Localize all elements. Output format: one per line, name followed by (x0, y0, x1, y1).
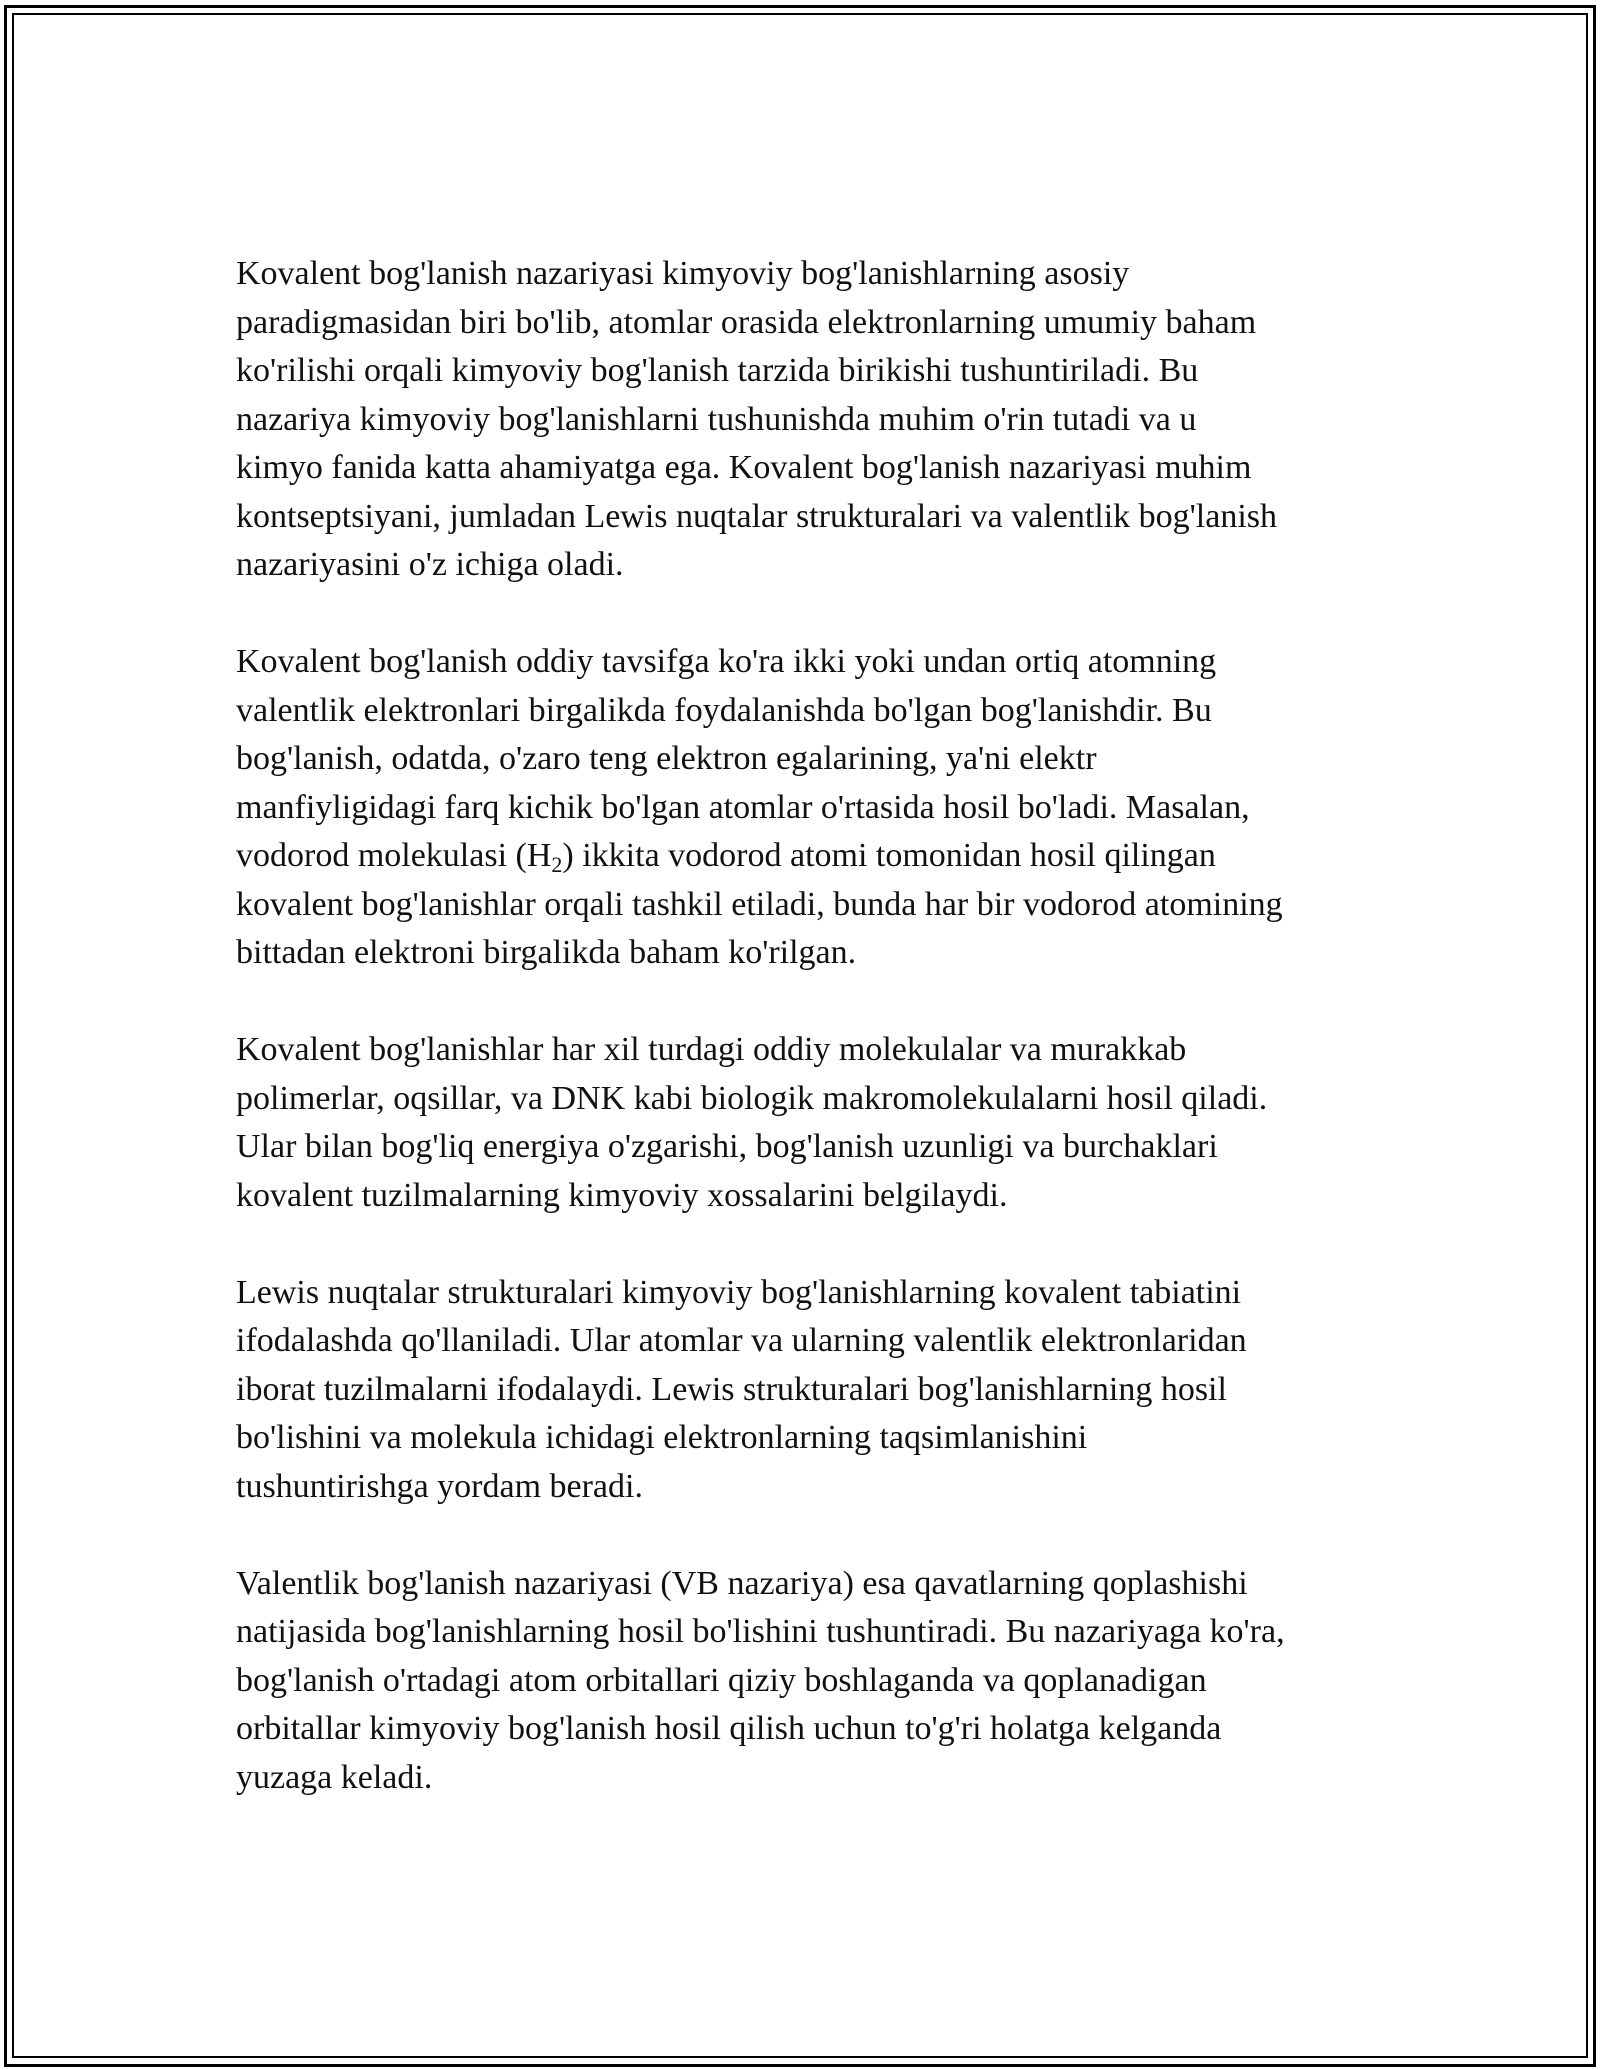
document-body (236, 250, 1386, 1851)
text-line: orbitallar kimyoviy bog'lanish hosil qilish uchun to'g'ri holatga kelganda (236, 1710, 1222, 1747)
text-line: bo'lishini va molekula ichidagi elektronlarning taqsimlanishini (236, 1419, 1088, 1456)
text-line: Kovalent bog'lanishlar har xil turdagi oddiy molekulalar va murakkab (236, 1031, 1187, 1068)
text-line: natijasida bog'lanishlarning hosil bo'lishini tushuntiradi. Bu nazariyaga ko'ra, (236, 1613, 1285, 1650)
text-line: yuzaga keladi. (236, 1758, 433, 1796)
formula-text-after: ) ikkita vodorod atomi tomonidan hosil qilingan (562, 837, 1216, 874)
text-line: valentlik elektronlari birgalikda foydalanishda bo'lgan bog'lanishdir. Bu (236, 691, 1212, 729)
paragraph-1 (236, 250, 1386, 590)
text-line: Kovalent bog'lanish nazariyasi kimyoviy bog'lanishlarning asosiy (236, 255, 1130, 292)
text-line: iborat tuzilmalarni ifodalaydi. Lewis strukturalari bog'lanishlarning hosil (236, 1370, 1227, 1408)
text-line: bog'lanish o'rtadagi atom orbitallari qiziy boshlaganda va qoplanadigan (236, 1661, 1207, 1699)
formula-text-before: vodorod molekulasi (H (236, 837, 552, 874)
text-line: paradigmasidan biri bo'lib, atomlar orasida elektronlarning umumiy baham (236, 303, 1257, 341)
text-line: kontseptsiyani, jumladan Lewis nuqtalar strukturalari va valentlik bog'lanish (236, 497, 1278, 535)
paragraph-4 (236, 1269, 1386, 1512)
text-line: bog'lanish, odatda, o'zaro teng elektron egalarining, ya'ni elektr (236, 740, 1097, 777)
paragraph-3 (236, 1026, 1386, 1220)
text-line: Kovalent bog'lanish oddiy tavsifga ko'ra ikki yoki undan ortiq atomning (236, 643, 1217, 680)
text-line: Lewis nuqtalar strukturalari kimyoviy bog'lanishlarning kovalent tabiatini (236, 1273, 1242, 1311)
text-line: kovalent tuzilmalarning kimyoviy xossalarini belgilaydi. (236, 1176, 1008, 1214)
text-line: nazariya kimyoviy bog'lanishlarni tushunishda muhim o'rin tutadi va u (236, 400, 1197, 438)
text-line: manfiyligidagi farq kichik bo'lgan atomlar o'rtasida hosil bo'ladi. Masalan, (236, 788, 1250, 826)
text-line: Valentlik bog'lanish nazariyasi (VB nazariya) esa qavatlarning qoplashishi (236, 1564, 1248, 1602)
text-line: tushuntirishga yordam beradi. (236, 1467, 643, 1505)
text-line: ifodalashda qo'llaniladi. Ular atomlar va ularning valentlik elektronlaridan (236, 1322, 1247, 1359)
paragraph-5 (236, 1560, 1386, 1803)
text-line: ko'rilishi orqali kimyoviy bog'lanish tarzida birikishi tushuntiriladi. Bu (236, 352, 1199, 389)
paragraph-2 (236, 638, 1386, 978)
text-line: kimyo fanida katta ahamiyatga ega. Kovalent bog'lanish nazariyasi muhim (236, 449, 1252, 486)
text-line: bittadan elektroni birgalikda baham ko'rilgan. (236, 934, 857, 971)
text-line: kovalent bog'lanishlar orqali tashkil etiladi, bunda har bir vodorod atomining (236, 885, 1283, 923)
text-line: Ular bilan bog'liq energiya o'zgarishi, bog'lanish uzunligi va burchaklari (236, 1128, 1218, 1165)
text-line: nazariyasini o'z ichiga oladi. (236, 546, 624, 583)
text-line: polimerlar, oqsillar, va DNK kabi biologik makromolekulalarni hosil qiladi. (236, 1079, 1268, 1117)
formula-subscript: 2 (551, 852, 563, 877)
formula-line (236, 832, 1386, 881)
